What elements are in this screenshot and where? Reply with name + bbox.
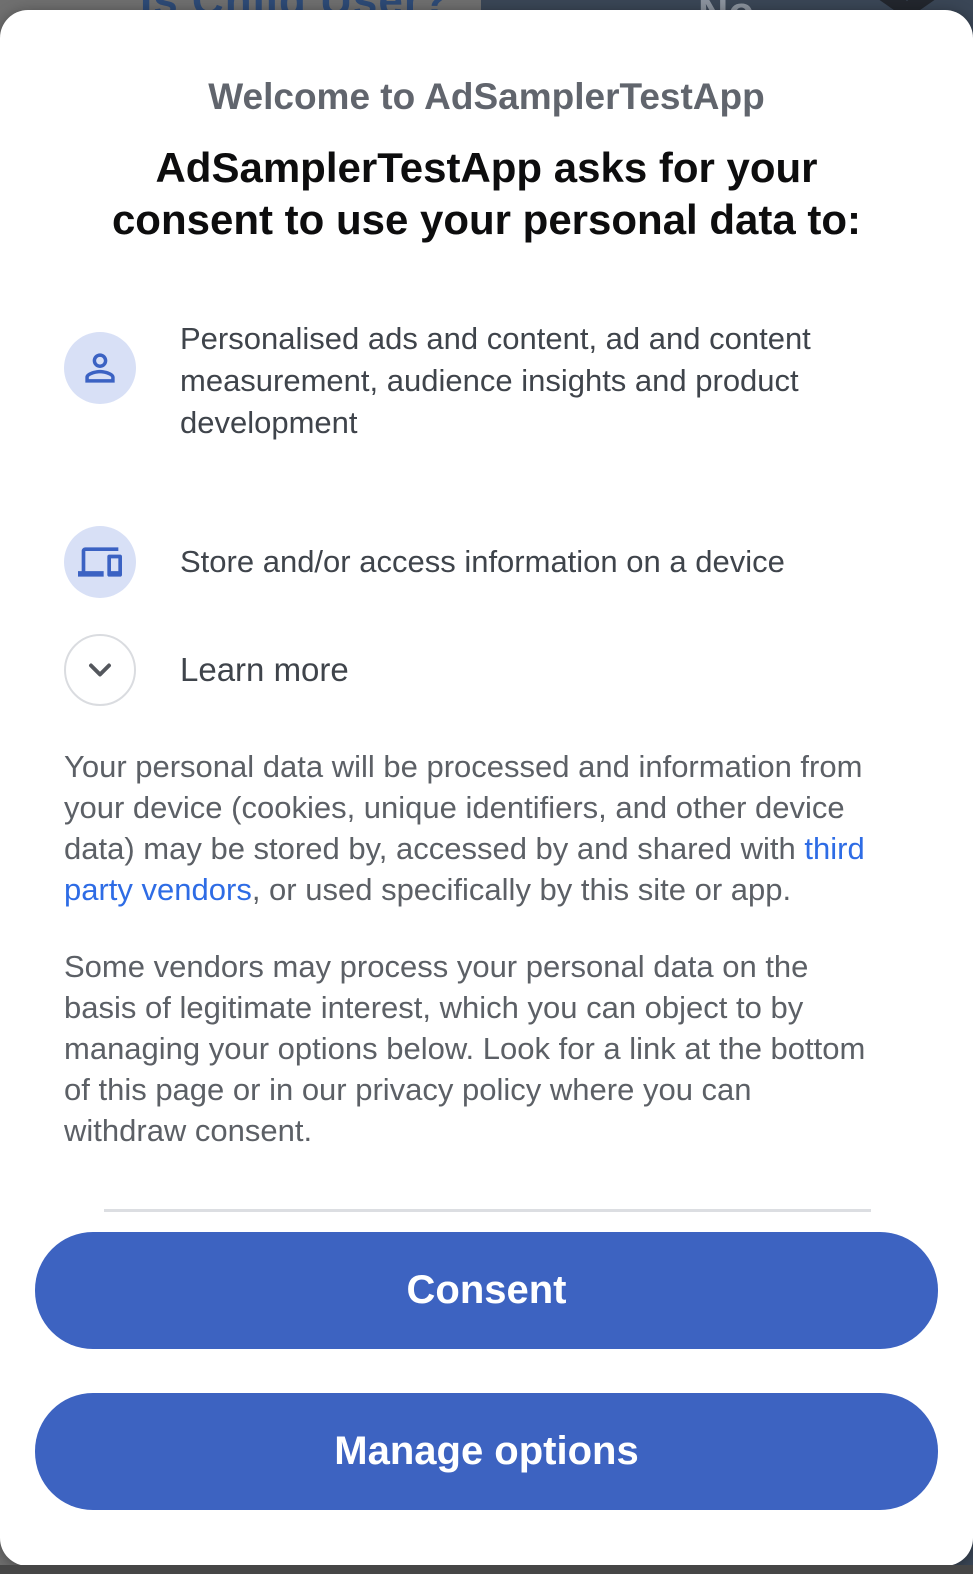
person-icon <box>64 332 136 404</box>
consent-paragraph-2: Some vendors may process your personal data on the basis of legitimate interest, which you can object to by managing your options below. Look for a link at the bottom of this page or in our privacy policy where you can withdraw consent. <box>64 949 866 1149</box>
divider <box>104 1209 871 1212</box>
paragraph-text: , or used specifically by this site or app. <box>251 872 792 908</box>
consent-dialog <box>0 10 973 1566</box>
learn-more-label: Learn more <box>180 651 349 689</box>
manage-options-button[interactable]: Manage options <box>35 1393 938 1510</box>
consent-paragraph-1 <box>64 746 875 910</box>
third-party-vendors-link[interactable]: third party vendors <box>64 831 865 908</box>
devices-icon <box>64 526 136 598</box>
purpose-text: Personalised ads and content, ad and content measurement, audience insights and product development <box>180 321 811 441</box>
learn-more-toggle[interactable] <box>64 634 875 706</box>
dialog-title: Welcome to AdSamplerTestApp <box>208 76 765 117</box>
paragraph-text: Your personal data will be processed and information from your device (cookies, unique identifiers, and other device data) may be stored by, accessed by and shared with <box>64 749 863 867</box>
consent-heading: AdSamplerTestApp asks for your consent to use your personal data to: <box>111 144 862 244</box>
consent-button[interactable]: Consent <box>35 1232 938 1349</box>
purpose-row-store-access <box>64 526 875 598</box>
expand-button[interactable] <box>64 634 136 706</box>
backdrop-bottom-strip <box>0 1565 973 1574</box>
purpose-text: Store and/or access information on a device <box>180 544 785 580</box>
chevron-down-icon <box>82 652 118 688</box>
purpose-row-personalised-ads <box>64 318 875 444</box>
